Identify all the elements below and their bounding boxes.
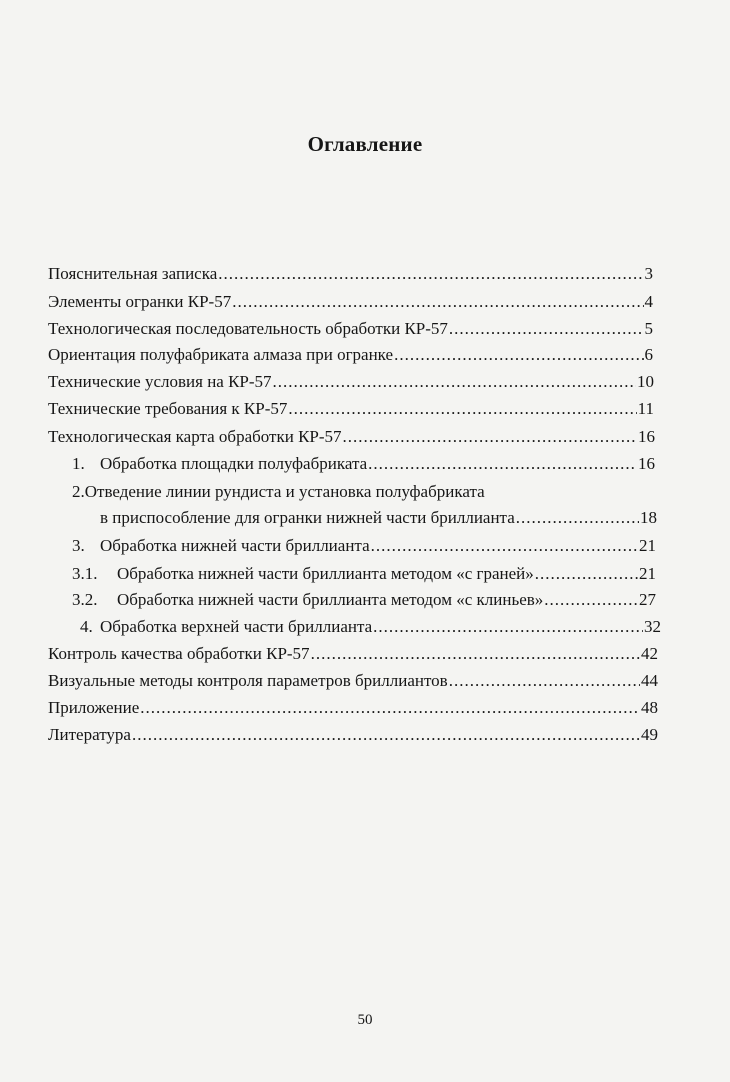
toc-entry-label: Технологическая последовательность обработки КР-57 xyxy=(48,319,448,338)
toc-entry-label: Отведение линии рундиста и установка полуфабриката xyxy=(84,482,485,501)
toc-entry-label: Контроль качества обработки КР-57 xyxy=(48,644,310,663)
toc-entry xyxy=(48,724,658,746)
toc-leader xyxy=(273,371,636,393)
toc-entry-number: 3.2. xyxy=(72,590,98,609)
toc-leader xyxy=(394,344,643,366)
toc-leader xyxy=(311,643,640,665)
toc-entry-label: Пояснительная записка xyxy=(48,264,218,283)
toc-entry-page: 3 xyxy=(644,264,653,283)
toc-subentry xyxy=(72,563,656,585)
toc-entry-page: 21 xyxy=(639,536,656,555)
toc-subentry xyxy=(100,507,657,529)
toc-leader xyxy=(535,563,638,585)
toc-leader xyxy=(516,507,639,529)
toc-leader xyxy=(449,670,640,692)
toc-entry-label: Приложение xyxy=(48,698,140,717)
toc-entry-label: Технические требования к КР-57 xyxy=(48,399,288,418)
toc-subentry xyxy=(72,535,656,557)
toc-leader xyxy=(288,398,636,420)
toc-leader xyxy=(371,535,638,557)
toc-entry-page: 27 xyxy=(639,590,656,609)
toc-entry-label: Обработка нижней части бриллианта методом «с клиньев» xyxy=(117,590,544,609)
toc-entry-label: Обработка нижней части бриллианта xyxy=(100,536,370,555)
toc-entry-label: Литература xyxy=(48,725,131,744)
toc-subentry xyxy=(72,589,656,611)
toc-entry-label: Элементы огранки КР-57 xyxy=(48,292,232,311)
toc-entry-label: Визуальные методы контроля параметров бриллиантов xyxy=(48,671,448,690)
toc-entry xyxy=(48,670,658,692)
toc-entry xyxy=(48,291,653,313)
toc-entry xyxy=(48,371,654,393)
page-title: Оглавление xyxy=(307,132,423,156)
toc-entry-page: 4 xyxy=(644,292,653,311)
toc-leader xyxy=(373,616,643,638)
toc-entry-page: 42 xyxy=(641,644,658,663)
toc-entry-page: 48 xyxy=(641,698,658,717)
toc-entry-page: 5 xyxy=(644,319,653,338)
toc-entry-page: 32 xyxy=(644,617,661,636)
toc-entry-page: 21 xyxy=(639,564,656,583)
toc-entry-number: 1. xyxy=(72,454,85,473)
toc-entry-page: 44 xyxy=(641,671,658,690)
toc-leader xyxy=(449,318,644,340)
toc-entry xyxy=(48,263,653,285)
toc-entry-label: Обработка площадки полуфабриката xyxy=(100,454,368,473)
toc-entry-label: Технические условия на КР-57 xyxy=(48,372,272,391)
toc-entry xyxy=(48,344,653,366)
toc-entry-number: 4. xyxy=(80,617,93,636)
toc-entry-page: 16 xyxy=(638,427,655,446)
toc-entry-label: Обработка верхней части бриллианта xyxy=(100,617,373,636)
toc-entry-page: 10 xyxy=(637,372,654,391)
toc-entry-label: Ориентация полуфабриката алмаза при огранке xyxy=(48,345,394,364)
toc-entry xyxy=(48,318,653,340)
page-number: 50 xyxy=(357,1012,373,1028)
toc-leader xyxy=(232,291,643,313)
toc-leader xyxy=(140,697,640,719)
toc-entry xyxy=(48,643,658,665)
toc-subentry xyxy=(72,453,655,475)
toc-leader xyxy=(218,263,643,285)
toc-leader xyxy=(132,724,640,746)
toc-entry xyxy=(48,398,654,420)
toc-leader xyxy=(368,453,637,475)
toc-subentry xyxy=(80,616,661,638)
toc-entry-label: Технологическая карта обработки КР-57 xyxy=(48,427,342,446)
toc-entry-page: 18 xyxy=(640,508,657,527)
toc-entry-page: 49 xyxy=(641,725,658,744)
toc-entry xyxy=(48,426,655,448)
toc-entry-page: 11 xyxy=(637,399,654,418)
toc-entry-label-cont: в приспособление для огранки нижней части бриллианта xyxy=(100,508,515,527)
toc-entry xyxy=(48,697,658,719)
toc-leader xyxy=(544,589,638,611)
toc-entry-page: 6 xyxy=(644,345,653,364)
toc-entry-label: Обработка нижней части бриллианта методом «с граней» xyxy=(117,564,534,583)
toc-entry-page: 16 xyxy=(638,454,655,473)
toc-entry-number: 3.1. xyxy=(72,564,98,583)
toc-leader xyxy=(343,426,637,448)
toc-entry-number: 2. xyxy=(72,482,85,501)
toc-subentry-line1 xyxy=(72,481,485,503)
toc-entry-number: 3. xyxy=(72,536,85,555)
